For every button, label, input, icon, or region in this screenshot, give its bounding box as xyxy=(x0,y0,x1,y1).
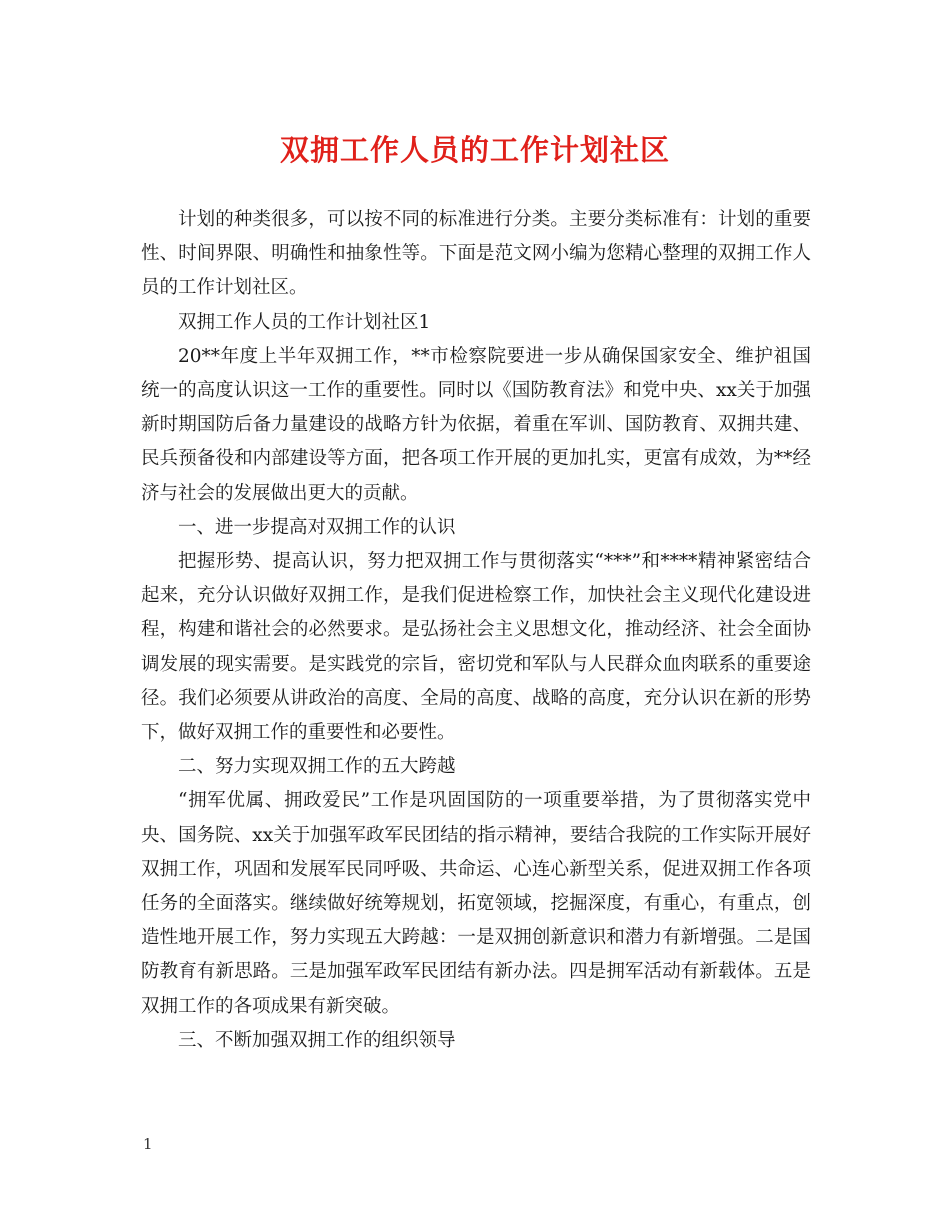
section-heading-2: 二、努力实现双拥工作的五大跨越 xyxy=(178,756,456,778)
section-subtitle: 双拥工作人员的工作计划社区1 xyxy=(178,311,431,333)
section-heading-1: 一、进一步提高对双拥工作的认识 xyxy=(178,516,456,538)
intro-paragraph: 计划的种类很多，可以按不同的标准进行分类。主要分类标准有：计划的重要性、时间界限、明确性和抽象性等。下面是范文网小编为您精心整理的双拥工作人员的工作计划社区。 xyxy=(141,209,811,299)
body-paragraph: “拥军优属、拥政爱民”工作是巩固国防的一项重要举措，为了贯彻落实党中央、国务院、xx关于加强军政军民团结的指示精神，要结合我院的工作实际开展好双拥工作，巩固和发展军民同呼吸、共命运、心连心新型关系，促进双拥工作各项任务的全面落实。继续做好统筹规划，拓宽领域，挖掘深度，有重心，有重点，创造性地开展工作，努力实现五大跨越：一是双拥创新意识和潜力有新增强。二是国防教育有新思路。三是加强军政军民团结有新办法。四是拥军活动有新载体。五是双拥工作的各项成果有新突破。 xyxy=(141,790,811,1017)
document-body xyxy=(141,203,811,1058)
section-heading-3: 三、不断加强双拥工作的组织领导 xyxy=(178,1029,456,1051)
body-paragraph: 把握形势、提高认识，努力把双拥工作与贯彻落实“***”和****精神紧密结合起来，充分认识做好双拥工作，是我们促进检察工作，加快社会主义现代化建设进程，构建和谐社会的必然要求。是弘扬社会主义思想文化，推动经济、社会全面协调发展的现实需要。是实践党的宗旨，密切党和军队与人民群众血肉联系的重要途径。我们必须要从讲政治的高度、全局的高度、战略的高度，充分认识在新的形势下，做好双拥工作的重要性和必要性。 xyxy=(141,551,811,744)
page-number: 1 xyxy=(143,1135,153,1153)
body-paragraph: 20**年度上半年双拥工作，**市检察院要进一步从确保国家安全、维护祖国统一的高度认识这一工作的重要性。同时以《国防教育法》和党中央、xx关于加强新时期国防后备力量建设的战略方针为依据，着重在军训、国防教育、双拥共建、民兵预备役和内部建设等方面，把各项工作开展的更加扎实，更富有成效，为**经济与社会的发展做出更大的贡献。 xyxy=(141,345,811,504)
document-title: 双拥工作人员的工作计划社区 xyxy=(279,133,670,167)
